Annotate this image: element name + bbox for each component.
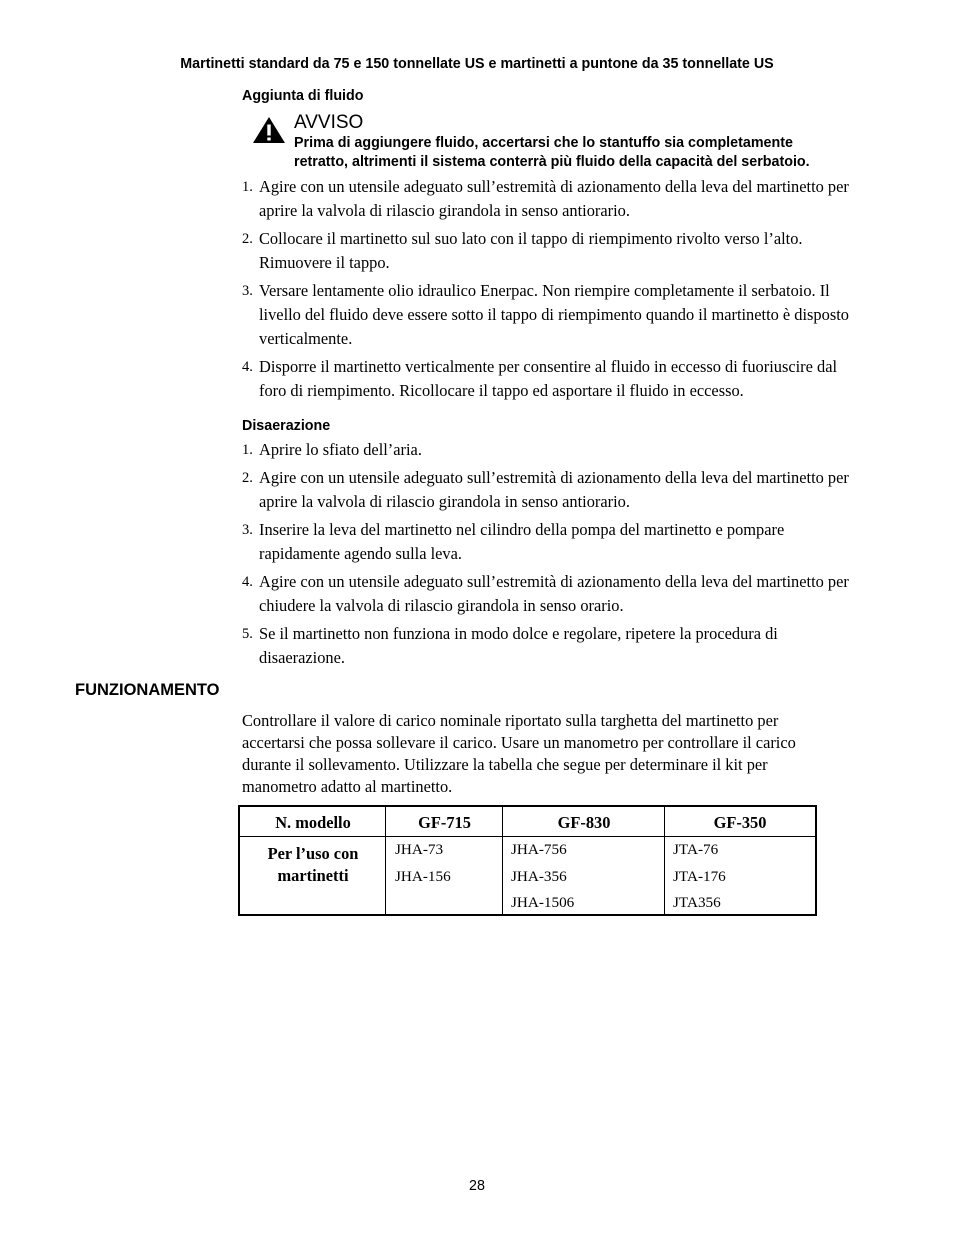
table-header-model: N. modello bbox=[275, 813, 351, 832]
section-heading-add-fluid: Aggiunta di fluido bbox=[242, 88, 364, 104]
table-cell: JHA-1506 bbox=[511, 894, 575, 911]
list-item bbox=[242, 438, 862, 462]
list-item bbox=[242, 227, 862, 275]
table-cell: JHA-356 bbox=[511, 868, 567, 885]
table-cell: JTA-176 bbox=[673, 868, 726, 885]
document-header: Martinetti standard da 75 e 150 tonnellate US e martinetti a puntone da 35 tonnellate US bbox=[180, 56, 774, 72]
table-divider bbox=[240, 836, 815, 837]
step-text: Inserire la leva del martinetto nel cilindro della pompa del martinetto e pompare rapidamente agendo sulla leva. bbox=[259, 520, 785, 563]
warning-title: AVVISO bbox=[294, 112, 364, 133]
deaeration-steps bbox=[242, 438, 862, 674]
table-cell: JTA356 bbox=[673, 894, 721, 911]
step-number: 4. bbox=[242, 359, 253, 375]
step-number: 3. bbox=[242, 522, 253, 538]
step-text: Aprire lo sfiato dell’aria. bbox=[259, 440, 422, 459]
page-number: 28 bbox=[469, 1178, 485, 1194]
step-text: Versare lentamente olio idraulico Enerpac. Non riempire completamente il serbatoio. Il livello del fluido deve essere sotto il tappo di riempimento quando il martinetto è disposto verticalmente. bbox=[259, 281, 849, 348]
list-item bbox=[242, 518, 862, 566]
row-label-line-2: martinetti bbox=[277, 866, 349, 885]
step-number: 1. bbox=[242, 179, 253, 195]
list-item bbox=[242, 355, 862, 403]
step-text: Agire con un utensile adeguato sull’estremità di azionamento della leva del martinetto per chiudere la valvola di rilascio girandola in senso orario. bbox=[259, 572, 849, 615]
table-cell: JHA-73 bbox=[395, 841, 444, 858]
list-item bbox=[242, 570, 862, 618]
list-item bbox=[242, 622, 862, 670]
step-number: 2. bbox=[242, 231, 253, 247]
list-item bbox=[242, 279, 862, 351]
step-text: Se il martinetto non funziona in modo dolce e regolare, ripetere la procedura di disaerazione. bbox=[259, 624, 778, 667]
table-cell: JHA-156 bbox=[395, 868, 451, 885]
section-title-operation: FUNZIONAMENTO bbox=[75, 681, 220, 699]
step-text: Disporre il martinetto verticalmente per consentire al fluido in eccesso di fuoriuscire dal foro di riempimento. Ricollocare il tappo ed asportare il fluido in eccesso. bbox=[259, 357, 838, 400]
gauge-kit-table bbox=[238, 805, 817, 916]
step-number: 5. bbox=[242, 626, 253, 642]
row-label-line-1: Per l’uso con bbox=[267, 844, 359, 863]
table-cell: JHA-756 bbox=[511, 841, 567, 858]
step-text: Collocare il martinetto sul suo lato con il tappo di riempimento rivolto verso l’alto. Rimuovere il tappo. bbox=[259, 229, 803, 272]
warning-text-line-1: Prima di aggiungere fluido, accertarsi che lo stantuffo sia completamente bbox=[294, 135, 793, 151]
operation-intro-paragraph: Controllare il valore di carico nominale riportato sulla targhetta del martinetto per accertarsi che possa sollevare il carico. Usare un manometro per controllare il carico durante il sollevamento. Utilizzare la tabella che segue per determinare il kit per manometro adatto al martinetto. bbox=[242, 711, 796, 796]
step-number: 2. bbox=[242, 470, 253, 486]
table-row-label bbox=[240, 843, 386, 887]
step-number: 1. bbox=[242, 442, 253, 458]
step-text: Agire con un utensile adeguato sull’estremità di azionamento della leva del martinetto per aprire la valvola di rilascio girandola in senso antiorario. bbox=[259, 468, 849, 511]
table-header-gf350: GF-350 bbox=[713, 813, 767, 832]
warning-triangle-icon bbox=[252, 116, 286, 144]
list-item bbox=[242, 466, 862, 514]
step-number: 3. bbox=[242, 283, 253, 299]
table-header-gf715: GF-715 bbox=[418, 813, 471, 832]
table-cell: JTA-76 bbox=[673, 841, 719, 858]
step-text: Agire con un utensile adeguato sull’estremità di azionamento della leva del martinetto per aprire la valvola di rilascio girandola in senso antiorario. bbox=[259, 177, 849, 220]
add-fluid-steps bbox=[242, 175, 862, 407]
warning-text-line-2: retratto, altrimenti il sistema conterrà più fluido della capacità del serbatoio. bbox=[294, 154, 810, 170]
list-item bbox=[242, 175, 862, 223]
table-header-gf830: GF-830 bbox=[557, 813, 611, 832]
step-number: 4. bbox=[242, 574, 253, 590]
section-heading-deaeration: Disaerazione bbox=[242, 418, 331, 434]
